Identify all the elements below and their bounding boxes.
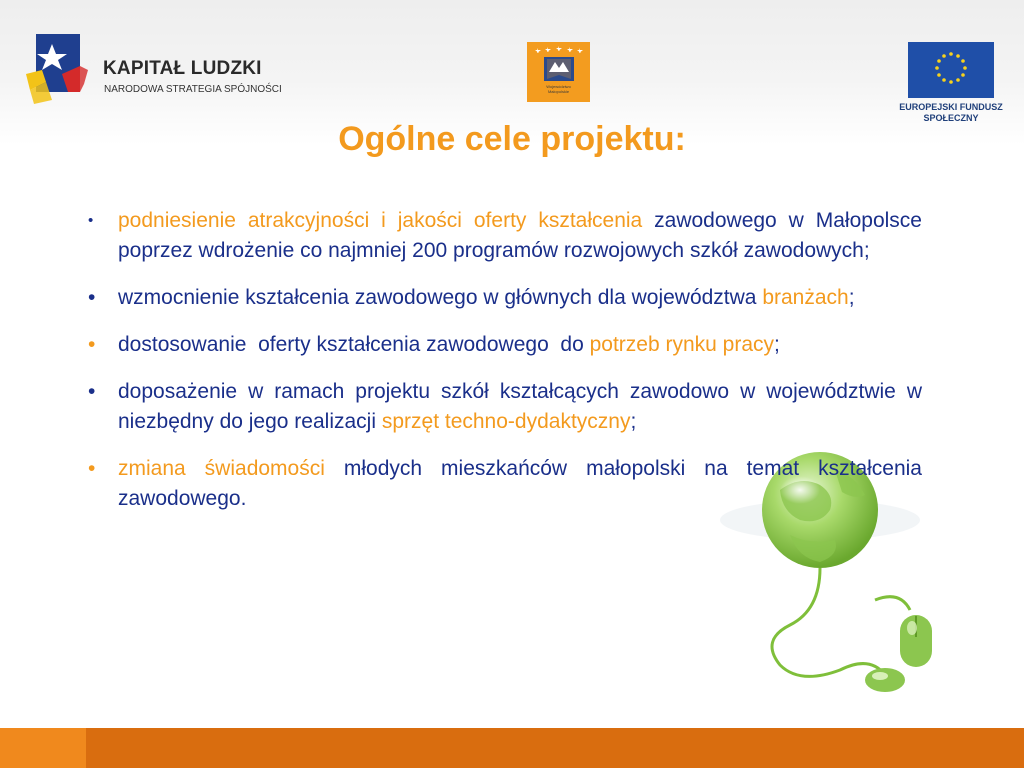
- bullet-icon: •: [88, 380, 96, 403]
- goals-list: [88, 206, 922, 531]
- goal-3-part-2: potrzeb rynku pracy: [589, 333, 775, 356]
- eu-caption-line1: EUROPEJSKI FUNDUSZ: [899, 102, 1003, 112]
- footer-bar: [0, 728, 1024, 768]
- kapital-ludzki-title: KAPITAŁ LUDZKI: [103, 58, 262, 79]
- goal-4-part-3: ;: [630, 410, 637, 433]
- goal-item-3: [88, 330, 922, 360]
- slide-title: Ogólne cele projektu:: [338, 120, 686, 158]
- bullet-icon: •: [88, 333, 96, 356]
- malopolska-line2: Małopolskie: [547, 89, 570, 94]
- goal-1-part-2: zawodowego w Małopolsce poprzez wdrożenie co najmniej 200 programów rozwojowych szkół zawodowych;: [118, 209, 922, 262]
- goal-2-part-2: branżach: [762, 286, 849, 309]
- goal-2-part-3: ;: [848, 286, 855, 309]
- kapital-ludzki-star-icon: [22, 30, 100, 108]
- kapital-ludzki-subtitle: NARODOWA STRATEGIA SPÓJNOŚCI: [104, 84, 282, 95]
- goal-4-part-2: sprzęt techno-dydaktyczny: [381, 410, 631, 433]
- goal-5-part-1: zmiana świadomości: [118, 457, 325, 480]
- goal-3-part-3: ;: [774, 333, 780, 356]
- bullet-icon: •: [88, 212, 94, 229]
- goal-item-5: [88, 454, 922, 514]
- goal-item-4: [88, 377, 922, 437]
- kapital-ludzki-logo: [22, 30, 322, 110]
- eu-caption-line2: SPOŁECZNY: [923, 113, 979, 123]
- goal-item-1: [88, 206, 922, 266]
- bullet-icon: •: [88, 286, 96, 309]
- goal-5-part-2: młodych mieszkańców małopolski na temat kształcenia zawodowego.: [118, 457, 922, 510]
- footer-left-block: [0, 728, 86, 768]
- eu-flag-icon: [908, 42, 994, 98]
- goal-item-2: [88, 283, 922, 313]
- malopolska-line1: Województwo: [546, 84, 571, 89]
- goal-4-part-1: doposażenie w ramach projektu szkół kształcących zawodowo w województwie w niezbędny do jego realizacji: [118, 380, 922, 433]
- malopolska-logo: [527, 42, 590, 102]
- goal-3-part-1: dostosowanie oferty kształcenia zawodowego do: [118, 333, 590, 356]
- goal-1-part-1: podniesienie atrakcyjności i jakości oferty kształcenia: [118, 209, 643, 232]
- goal-2-part-1: wzmocnienie kształcenia zawodowego w głównych dla województwa: [118, 286, 763, 309]
- bullet-icon: •: [88, 457, 96, 480]
